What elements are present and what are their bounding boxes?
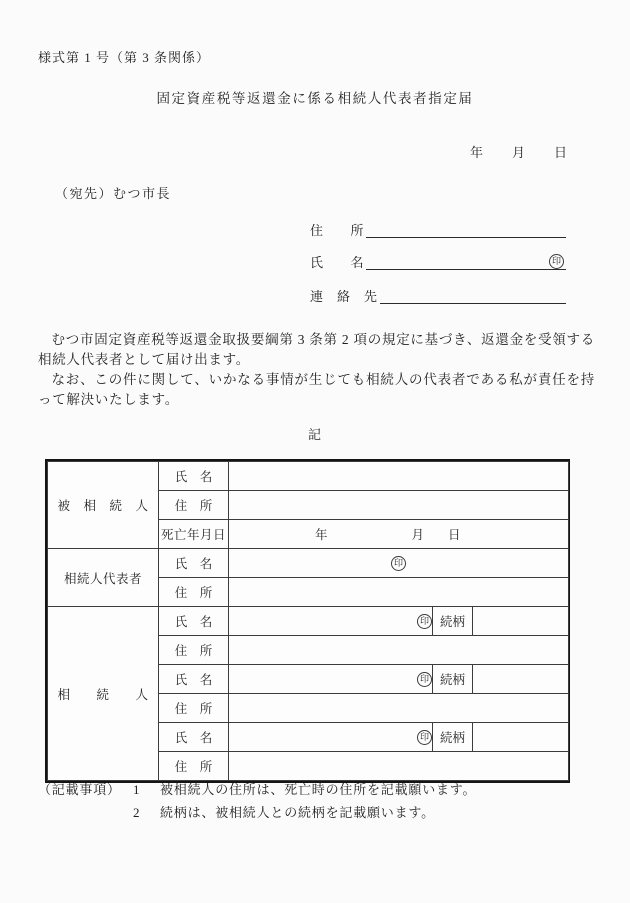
note-text: 被相続人の住所は、死亡時の住所を記載願います。 — [160, 782, 477, 797]
heir3-name-field — [229, 723, 433, 752]
note-item — [38, 778, 476, 801]
heir1-name-field — [229, 607, 433, 636]
label-address: 住 所 — [159, 752, 229, 781]
address-label: 住 所 — [310, 223, 365, 238]
heir1-relation-field — [473, 607, 569, 636]
heir2-name-field — [229, 665, 433, 694]
seal-icon: 印 — [549, 254, 564, 269]
signature-contact-row — [310, 287, 566, 304]
record-heading: 記 — [307, 427, 322, 442]
death-date-field — [229, 520, 569, 549]
relation-label: 続柄 — [433, 607, 473, 636]
name-fill-line — [366, 252, 566, 270]
signature-name-row — [310, 253, 566, 270]
body-text — [38, 330, 595, 410]
address-fill-line — [366, 220, 566, 238]
group-heirs: 相 続 人 — [48, 607, 159, 781]
representative-name-field — [229, 549, 569, 578]
contact-fill-line — [380, 286, 566, 304]
document-title: 固定資産税等返還金に係る相続人代表者指定届 — [156, 91, 474, 106]
label-name: 氏 名 — [159, 549, 229, 578]
label-death-date: 死亡年月日 — [159, 520, 229, 549]
heir1-address-field — [229, 636, 569, 665]
note-text: 続柄は、被相続人との続柄を記載願います。 — [160, 805, 435, 820]
body-paragraph-1: むつ市固定資産税等返還金取扱要綱第 3 条第 2 項の規定に基づき、返還金を受領する相続人代表者として届け出ます。 — [38, 332, 595, 367]
note-item — [38, 801, 476, 824]
heirs-table-border — [45, 459, 570, 783]
note-number: 2 — [133, 805, 141, 820]
name-label: 氏 名 — [310, 255, 365, 270]
label-address: 住 所 — [159, 578, 229, 607]
seal-icon: 印 — [417, 614, 432, 629]
group-representative: 相続人代表者 — [48, 549, 159, 607]
body-paragraph-2: なお、この件に関して、いかなる事情が生じても相続人の代表者である私が責任を持って解決いたします。 — [38, 372, 595, 407]
relation-label: 続柄 — [433, 665, 473, 694]
label-address: 住 所 — [159, 694, 229, 723]
month-label: 月 — [411, 528, 425, 542]
seal-icon: 印 — [417, 672, 432, 687]
group-decedent: 被 相 続 人 — [48, 462, 159, 549]
day-label: 日 — [448, 528, 461, 542]
notes — [38, 778, 476, 824]
note-number: 1 — [133, 782, 141, 797]
signature-address-row — [310, 221, 566, 238]
heir3-relation-field — [473, 723, 569, 752]
form-number: 様式第 1 号（第 3 条関係） — [38, 50, 211, 65]
heirs-table — [47, 461, 569, 781]
seal-icon: 印 — [391, 556, 406, 571]
label-name: 氏 名 — [159, 607, 229, 636]
label-name: 氏 名 — [159, 462, 229, 491]
label-name: 氏 名 — [159, 723, 229, 752]
decedent-name-field — [229, 462, 569, 491]
representative-address-field — [229, 578, 569, 607]
date-line: 年 月 日 — [470, 145, 569, 160]
table-row — [48, 549, 569, 578]
relation-label: 続柄 — [433, 723, 473, 752]
contact-label: 連 絡 先 — [310, 289, 378, 304]
table-row — [48, 607, 569, 636]
addressee: （宛先）むつ市長 — [55, 186, 172, 201]
notes-heading: （記載事項） — [38, 782, 121, 797]
table-row — [48, 462, 569, 491]
seal-icon: 印 — [417, 730, 432, 745]
label-address: 住 所 — [159, 491, 229, 520]
label-name: 氏 名 — [159, 665, 229, 694]
heir2-address-field — [229, 694, 569, 723]
label-address: 住 所 — [159, 636, 229, 665]
heir3-address-field — [229, 752, 569, 781]
year-label: 年 — [315, 528, 328, 542]
heir2-relation-field — [473, 665, 569, 694]
decedent-address-field — [229, 491, 569, 520]
